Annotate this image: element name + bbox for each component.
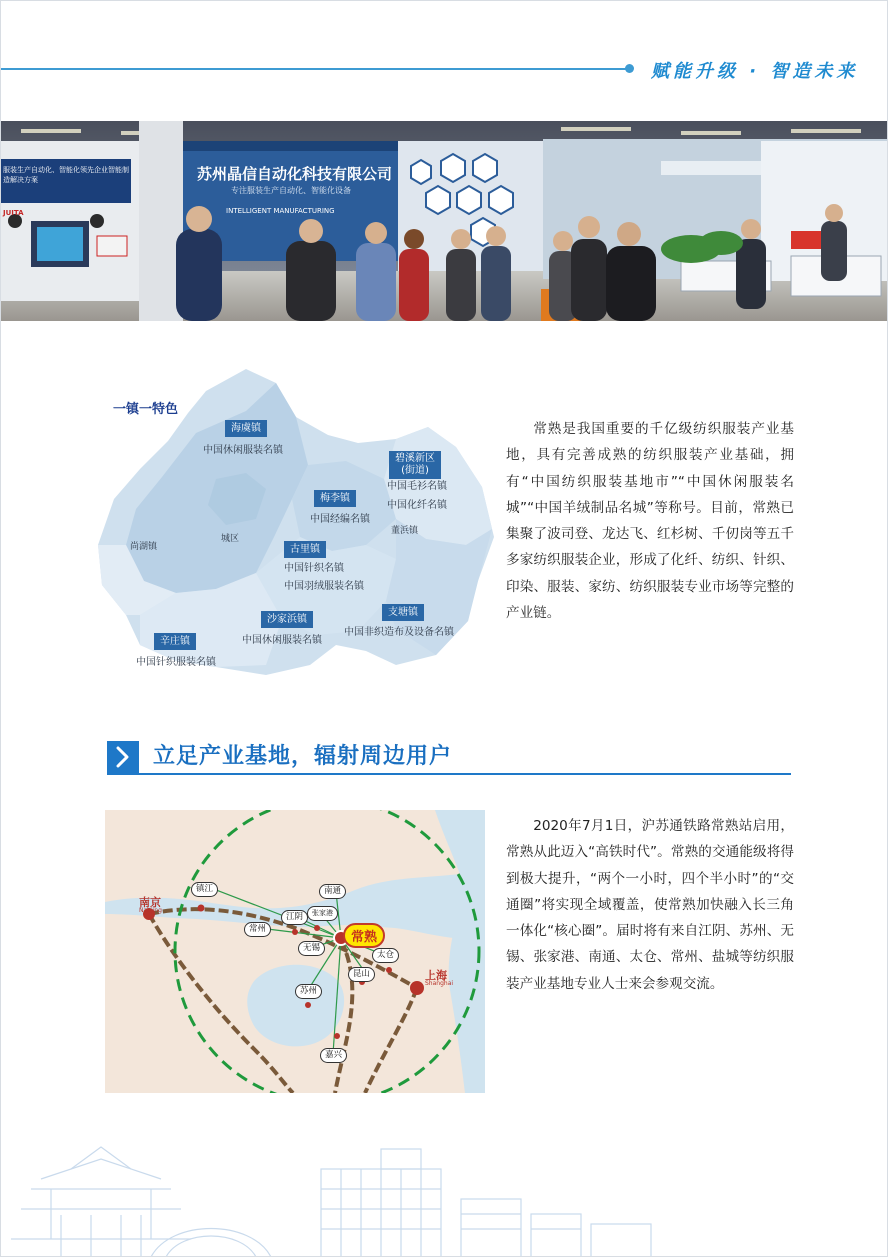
city-zhenjiang: 镇江 — [191, 882, 218, 897]
transport-paragraph: 2020年7月1日，沪苏通铁路常熟站启用，常熟从此迈入“高铁时代”。常熟的交通能级将得到极大提升，“两个一小时，四个半小时”的“交通圈”将实现全域覆盖，使常熟加快融入长三角一体化“核心圈”。届时将有来自江阴、苏州、无锡、张家港、南通、太仓、常州、盐城等纺织服装产业基地专业人士来会参观交流。 — [506, 818, 794, 992]
town-shajiabang: 沙家浜镇 — [261, 611, 313, 628]
booth-subtitle: 专注服装生产自动化、智能化设备 — [231, 186, 351, 195]
city-nanjing-en: Nanjing — [139, 907, 162, 914]
town-guli-title-2: 中国羽绒服装名镇 — [284, 581, 364, 592]
city-shanghai-en: Shanghai — [425, 980, 454, 987]
place-dongbang: 董浜镇 — [391, 526, 419, 536]
exhibition-photo — [1, 121, 888, 321]
town-guli-title-1: 中国针织名镇 — [284, 563, 344, 574]
section-title: 立足产业基地，辐射周边用户 — [153, 744, 453, 769]
hub-changshu: 常熟 — [343, 923, 385, 948]
left-booth-sign: 服装生产自动化、智能化领先企业智能制造解决方案 — [3, 166, 129, 184]
city-kunshan: 昆山 — [348, 967, 375, 982]
booth-title: 苏州晶信自动化科技有限公司 — [197, 165, 393, 183]
header-slogan: 赋能升级 · 智造未来 — [651, 61, 859, 82]
town-bixi-title-2: 中国化纤名镇 — [387, 500, 447, 511]
header-rule — [1, 68, 629, 70]
section-rule — [107, 773, 791, 775]
town-haiyu: 海虞镇 — [225, 420, 267, 437]
town-xinzhuang: 辛庄镇 — [154, 633, 196, 650]
header-dot — [625, 64, 634, 73]
town-meili-title: 中国经编名镇 — [310, 514, 370, 525]
city-suzhou: 苏州 — [295, 984, 322, 999]
map-heading: 一镇一特色 — [113, 402, 179, 417]
city-jiangyin: 江阴 — [281, 910, 308, 925]
city-taicang: 太仓 — [372, 948, 399, 963]
town-xinzhuang-title: 中国针织服装名镇 — [136, 657, 216, 668]
city-jiaxing: 嘉兴 — [320, 1048, 347, 1063]
city-zhangjiagang: 张家港 — [307, 906, 338, 921]
town-bixi: 碧溪新区 (街道) — [389, 451, 441, 479]
city-wuxi: 无锡 — [298, 941, 325, 956]
town-zhitang-title: 中国非织造布及设备名镇 — [344, 627, 454, 638]
place-shanghu: 尚湖镇 — [130, 542, 158, 552]
transport-map — [105, 810, 485, 1093]
town-haiyu-title: 中国休闲服装名镇 — [203, 445, 283, 456]
town-zhitang: 支塘镇 — [382, 604, 424, 621]
city-changzhou: 常州 — [244, 922, 271, 937]
town-shajiabang-title: 中国休闲服装名镇 — [242, 635, 322, 646]
town-bixi-title-1: 中国毛衫名镇 — [387, 481, 447, 492]
city-shanghai: 上海 — [425, 969, 447, 982]
section-chevron-icon — [107, 741, 139, 773]
intro-paragraph: 常熟是我国重要的千亿级纺织服装产业基地，具有完善成熟的纺织服装产业基础，拥有“中国纺织服装基地市”“中国休闲服装名城”“中国羊绒制品名城”等称号。目前，常熟已集聚了波司登、龙达飞、红杉树、千仞岗等五千多家纺织服装企业，形成了化纤、纺织、针织、印染、服装、家纺、纺织服装专业市场等完整的产业链。 — [506, 421, 794, 622]
town-guli: 古里镇 — [284, 541, 326, 558]
place-chengqu: 城区 — [221, 534, 240, 544]
town-meili: 梅李镇 — [314, 490, 356, 507]
skyline-illustration — [1, 1129, 888, 1257]
city-nantong: 南通 — [319, 884, 346, 899]
brand-tag: JUITA — [3, 209, 24, 217]
booth-banner: INTELLIGENT MANUFACTURING — [226, 207, 335, 215]
city-nanjing: 南京 — [139, 896, 161, 909]
